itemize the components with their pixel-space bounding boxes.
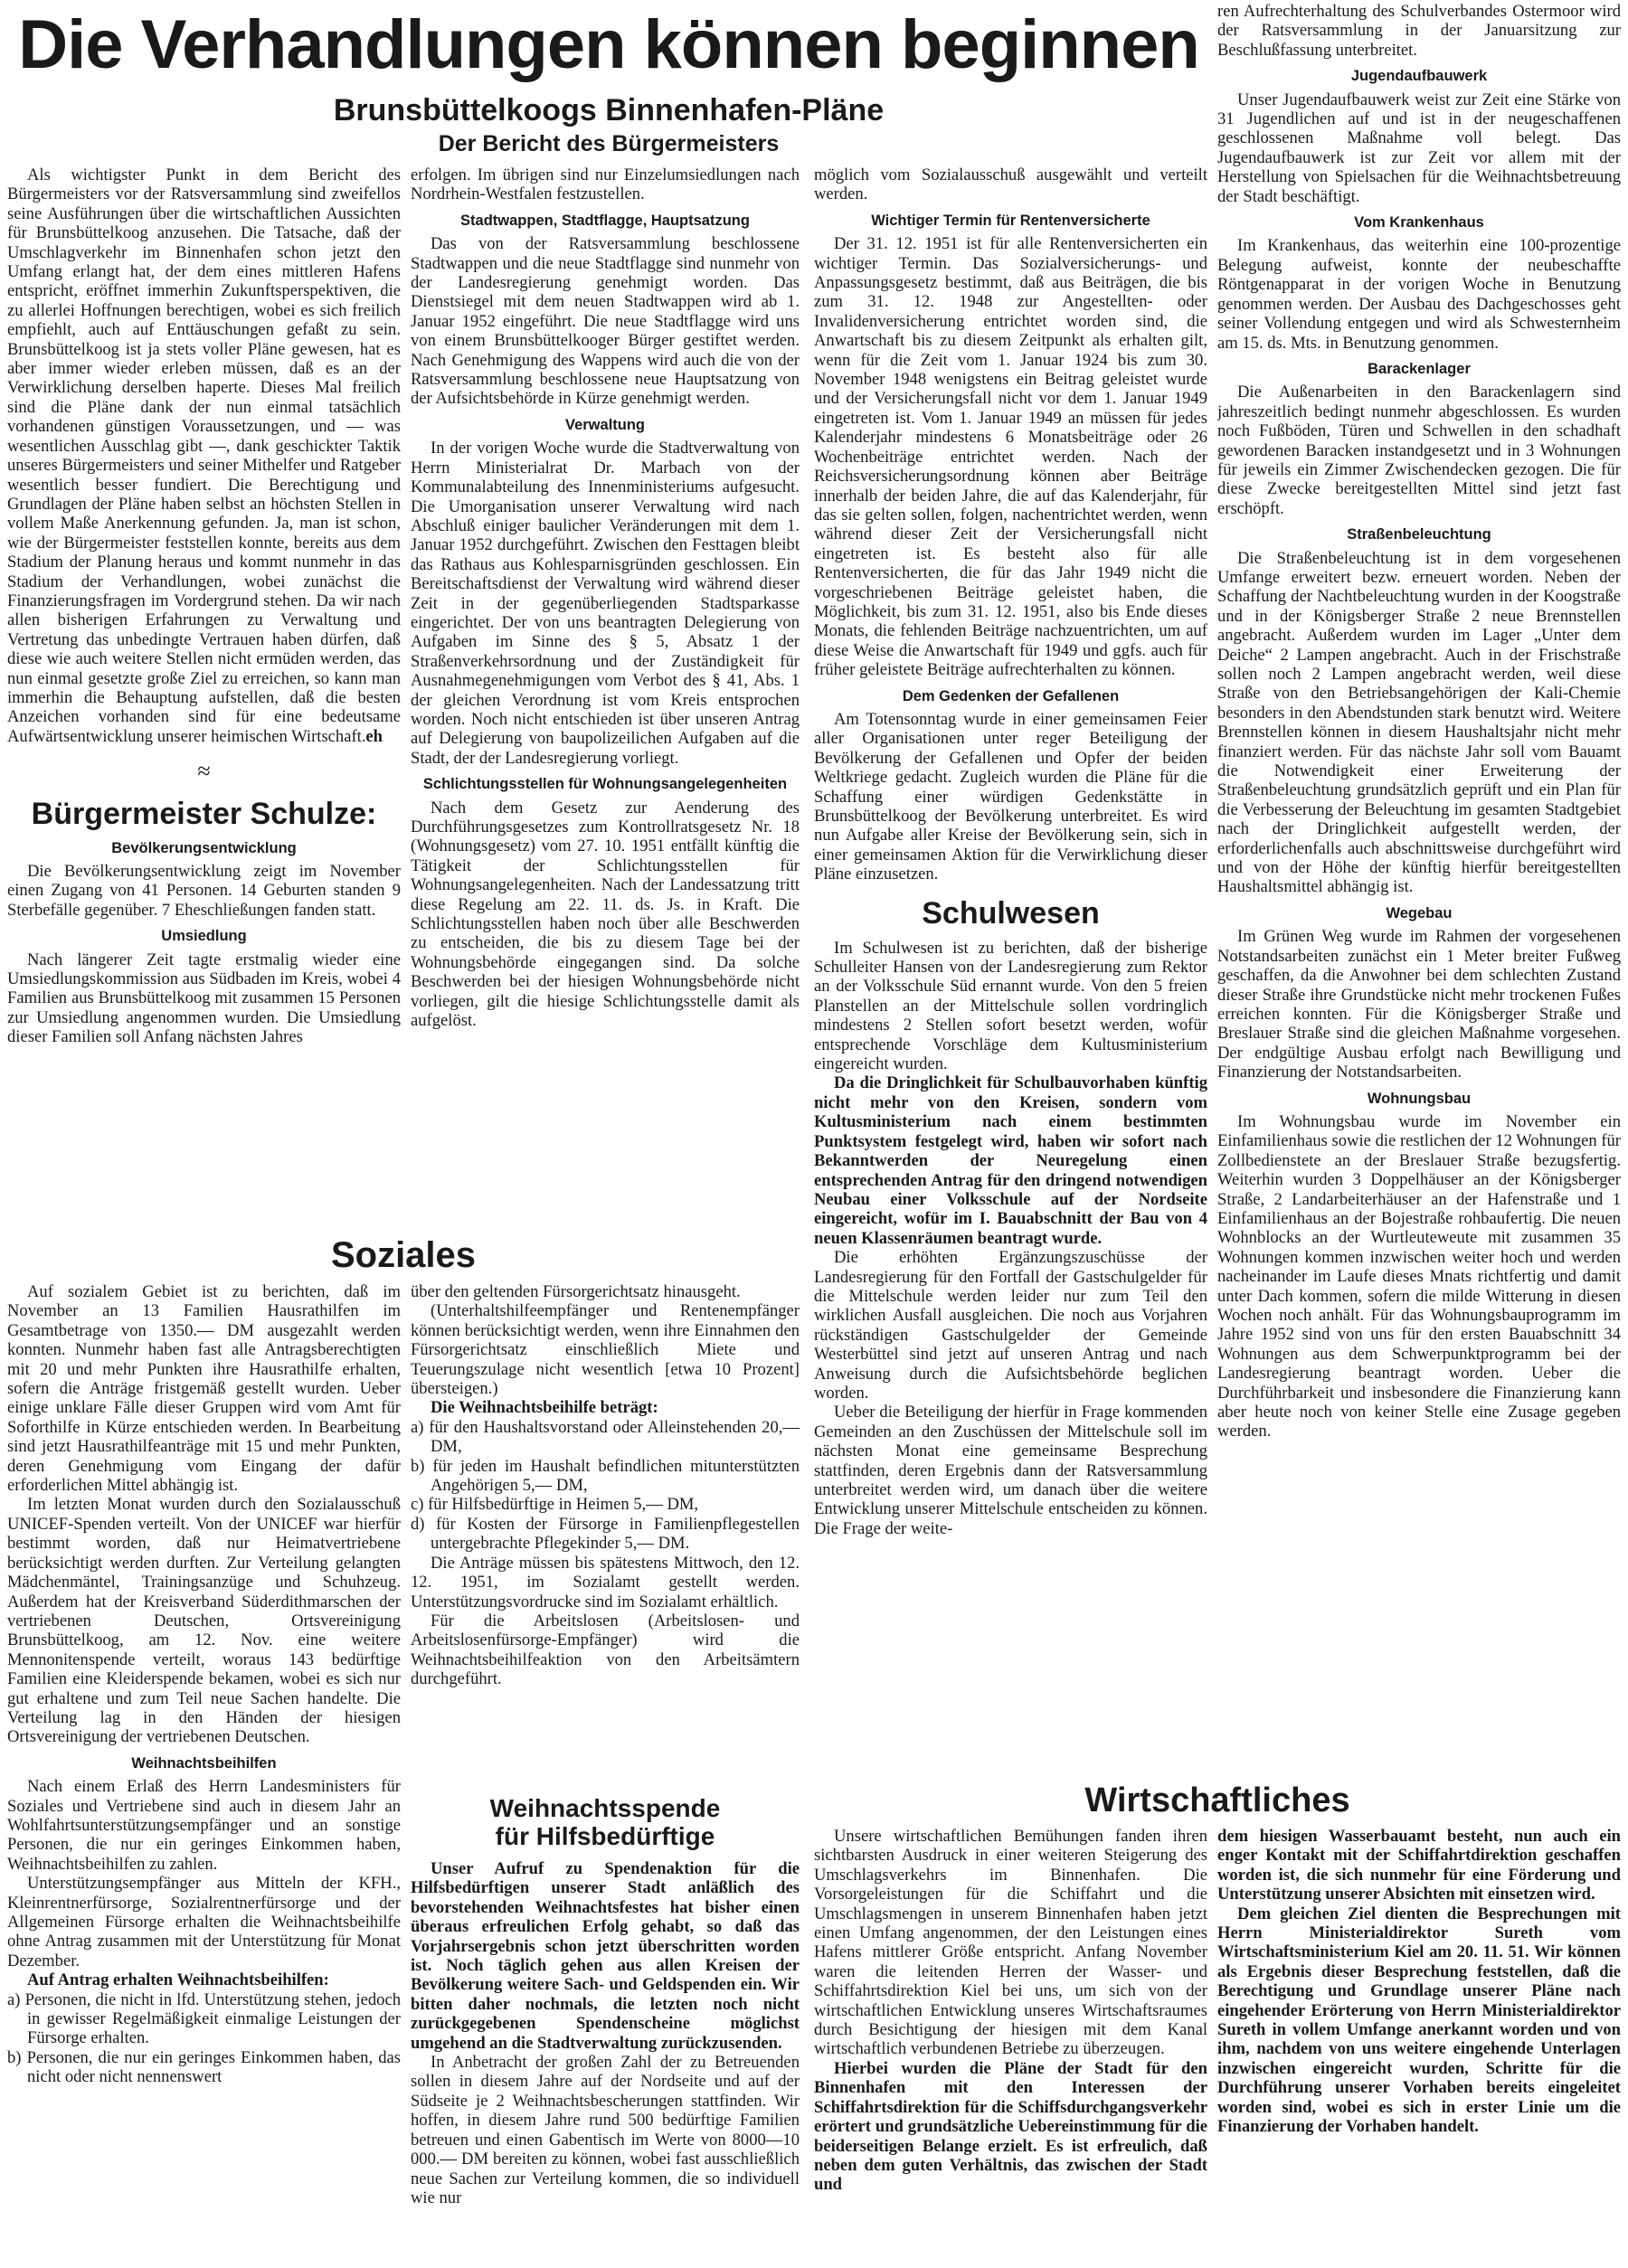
subheading: Weihnachtsbeihilfen — [131, 1754, 277, 1772]
subheading: Umsiedlung — [161, 928, 247, 945]
paragraph: Nach längerer Zeit tagte erstmalig wieder eine Umsiedlungskommission aus Südbaden im Kreis, wobei 4 Familien aus Brunsbüttelkoog mit zusammen 15 Personen zur Umsiedlung angenommen wurden. Die Umsiedlung dieser Familien soll Anfang nächsten Jahres — [7, 950, 401, 1047]
subheading: Jugendaufbauwerk — [1350, 68, 1488, 85]
paragraph: In der vorigen Woche wurde die Stadtverwaltung von Herrn Ministerialrat Dr. Marbach von der Kommunalabteilung des Innenministeriums aufgesucht. Die Umorganisation unserer Verwaltung wird nach Abschluß einiger baulicher Veränderungen mit dem 1. Januar 1952 durchgeführt. Zwischen den Festtagen bleibt das Rathaus aus Kohlesparnisgründen geschlossen. Ein Bereitschaftsdienst der Verwaltung wird während dieser Zeit in der gegenüberliegenden Stadtsparkasse eingerichtet. Der von uns beantragten Delegierung von Aufgaben im Sinne des § 5, Absatz 1 der Straßenverkehrsordnung und der Zuständigkeit für Ausnahmegenehmigungen vom Verbot des § 41, Abs. 1 der gleichen Verordnung ist vom Kreis entsprochen worden. Noch nicht entschieden ist über unseren Antrag auf Delegierung von baupolizeilichen Aufgaben auf die Stadt, der der Landesregierung vorliegt. — [411, 439, 800, 768]
list-item: a) für den Haushaltsvorstand oder Alleinstehenden 20,— DM, — [411, 1417, 800, 1457]
section-heading: Bürgermeister Schulze: — [31, 796, 377, 831]
paragraph: (Unterhaltshilfeempfänger und Rentenempfänger können berücksichtigt werden, wenn ihre Einnahmen den Fürsorgerichtsatz einschließlich Miete und Teuerungszulage nicht wesentlich [etwa 10 Prozent] übersteigen.) — [411, 1301, 800, 1399]
list-item: a) Personen, die nicht in lfd. Unterstützung stehen, jedoch in gewisser Regelmäßigkeit einmalige Leistungen der Fürsorge erhalten. — [7, 1989, 401, 2048]
wirtschaftliches-column-2 — [1217, 1827, 1621, 2268]
subheading: Wegebau — [1386, 904, 1453, 921]
subheadline: Brunsbüttelkoogs Binnenhafen-Pläne — [333, 93, 885, 128]
subheading: Wohnungsbau — [1367, 1090, 1472, 1107]
soziales-column-1 — [7, 1282, 401, 2268]
column-4-article — [1217, 2, 1621, 1771]
heading-line-2: für Hilfsbedürftige — [495, 1822, 715, 1850]
subheading: Schlichtungsstellen für Wohnungsangelegenheiten — [422, 776, 788, 793]
wirtschaftliches-column-1 — [814, 1827, 1207, 2268]
list-item: b) für jeden im Haushalt befindlichen mitunterstützten Angehörigen 5,— DM, — [411, 1456, 800, 1496]
paragraph: Die Anträge müssen bis spätestens Mittwoch, den 12. 12. 1951, im Sozialamt gestellt werden. Unterstützungsvordrucke sind im Sozialamt erhältlich. — [411, 1553, 800, 1611]
section-heading: Schulwesen — [922, 895, 1100, 931]
paragraph-continued: möglich vom Sozialausschuß ausgewählt und verteilt werden. — [814, 165, 1207, 204]
paragraph: Die Außenarbeiten in den Barackenlagern sind jahreszeitlich bedingt nunmehr abgeschlossen. Es wurden noch Fußböden, Türen und Schwellen in den schadhaft gewordenen Baracken instandgesetzt und in 3 Wohnungen für jeweils ein Zimmer Zwischendecken gezogen. Die für diese Zwecke bereitgestellten Mittel sind jetzt fast erschöpft. — [1217, 383, 1621, 518]
paragraph: Nach dem Gesetz zur Aenderung des Durchführungsgesetzes zum Kontrollratsgesetz Nr. 18 (Wohnungsgesetz) vom 27. 10. 1951 entfällt künftig die Tätigkeit der Schlichtungsstellen für Wohnungsangelegenheiten. Nach der Landessatzung tritt diese Regelung am 22. 11. ds. Js. in Kraft. Die Schlichtungsstellen haben noch über alle Beschwerden zu entscheiden, die bis zu diesem Tage bei der Wohnungsbehörde eingegangen sind. Da solche Beschwerden bei der hiesigen Wohnungsbehörde nicht vorliegen, gilt die hiesige Schlichtungsstelle damit als aufgelöst. — [411, 798, 800, 1031]
subheading: Bevölkerungsentwicklung — [111, 839, 297, 856]
bold-paragraph: Dem gleichen Ziel dienten die Besprechungen mit Herrn Ministerialdirektor Sureth vom Wirtschaftsministerium Kiel am 20. 11. 51. Wir können als Ergebnis dieser Besprechung feststellen, daß die Berechtigung und Grundlage unserer Pläne nach eingehender Erörterung von Herrn Ministerialdirektor Sureth in vollem Umfange anerkannt worden und von ihm, nachdem von uns weitere eingehende Unterlagen inzwischen eingereicht wurden, Schritte für die Durchführung unserer Vorhaben bereits eingeleitet worden sind, wobei es sich in erster Linie um die Finanzierung der Vorhaben handelt. — [1217, 1904, 1621, 2137]
headline: Die Verhandlungen können beginnen — [18, 6, 1199, 83]
paragraph: Die erhöhten Ergänzungszuschüsse der Landesregierung für den Fortfall der Gastschulgelder für die Mittelschule werden leider nur zum Teil den wirklichen Ausfall ausgleichen. Die noch aus Vorjahren rückständigen Gastschulgelder der Gemeinde Westerbüttel sind jetzt auf unseren Antrag und nach Anweisung durch die Aufsichtsbehörde beglichen worden. — [814, 1248, 1207, 1403]
paragraph: Am Totensonntag wurde in einer gemeinsamen Feier aller Organisationen unter reger Beteiligung der Bevölkerung der Gefallenen und Opfer der beiden Weltkriege gedacht. Zugleich wurden die Pläne für die Schaffung einer würdigen Gedenkstätte in Brunsbüttelkoog der Bevölkerung unterbreitet. Es wird nun Aufgabe aller Kreise der Bevölkerung sein, sich in einer gemeinsamen Aktion für die Verwirklichung dieser Pläne einzusetzen. — [814, 709, 1207, 884]
paragraph: Im Grünen Weg wurde im Rahmen der vorgesehenen Notstandsarbeiten zunächst ein 1 Meter breiter Fußweg geschaffen, da die Anwohner bei dem schlechten Zustand dieser Straße ihre Grundstücke nicht mehr trockenen Fußes erreichen konnten. Für die Königsberger Straße und Breslauer Straße sind die gleichen Maßnahme vorgesehen. Der endgültige Ausbau erfolgt nach Bewilligung und Finanzierung der Notstandsarbeiten. — [1217, 927, 1621, 1082]
list-item: b) Personen, die nur ein geringes Einkommen haben, das nicht oder nicht nennenswert — [7, 2047, 401, 2087]
paragraph: Nach einem Erlaß des Herrn Landesministers für Soziales und Vertriebene sind auch in diesem Jahr an Wohlfahrtsunterstützungsempfänger und an sonstige Personen, die nur ein geringes Einkommen haben, Weihnachtsbeihilfen zu zahlen. — [7, 1777, 401, 1874]
paragraph: Unterstützungsempfänger aus Mitteln der KFH., Kleinrentnerfürsorge, Sozialrentnerfürsorge und der Allgemeinen Fürsorge erhalten die Weihnachtsbeihilfe ohne Antrag zusammen mit der Unterstützung für Monat Dezember. — [7, 1874, 401, 1970]
paragraph: Im Wohnungsbau wurde im November ein Einfamilienhaus sowie die restlichen der 12 Wohnungen für Zollbedienstete an der Breslauer Straße bezugsfertig. Weiterhin wurden 3 Doppelhäuser an der Königsberger Straße, 2 Landarbeiterhäuser an der Hafenstraße und 1 Einfamilienhaus an der Bojestraße rohbaufertig. Die neuen Wohnblocks an der Wurtleuteweute mit zusammen 35 Wohnungen kommen inzwischen weiter hoch und werden nacheinander im Laufe dieses Mnats richtfertig und damit unter Dach kommen, sofern die milde Witterung in diesen Wochen noch anhält. Für das Wohnungsbauprogramm im Jahre 1952 sind von uns für den ersten Bauabschnitt 34 Wohnungen aus dem Schwerpunktprogramm bei der Landesregierung beantragt worden. Ueber die Durchführbarkeit und insbesondere die Finanzierung kann aber heute noch von keiner Stelle eine Zusage gegeben werden. — [1217, 1111, 1621, 1441]
subheadline-secondary: Der Bericht des Bürgermeisters — [438, 131, 780, 156]
section-heading-soziales: Soziales — [330, 1235, 477, 1275]
paragraph: Für die Arbeitslosen (Arbeitslosen- und Arbeitslosenfürsorge-Empfänger) wird die Weihnachtsbeihilfeaktion von den Arbeitsämtern durchgeführt. — [411, 1611, 800, 1689]
subheading: Vom Krankenhaus — [1354, 214, 1484, 232]
paragraph: Im Schulwesen ist zu berichten, daß der bisherige Schulleiter Hansen von der Landesregierung zum Rektor an der Volksschule Süd ernannt wurde. Von den 5 freien Planstellen an der Mittelschule sollen vordringlich mindestens 2 Stellen sofort besetzt werden, wofür entsprechende Vorschläge dem Kultusministerium eingereicht wurden. — [814, 938, 1207, 1074]
heading-line-1: Weihnachtsspende — [489, 1794, 721, 1822]
paragraph: Im letzten Monat wurden durch den Sozialausschuß UNICEF-Spenden verteilt. Von der UNICEF war hierfür bestimmt worden, daß nur Heimatvertriebene berücksichtigt werden durften. Zur Verteilung gelangten Mädchenmäntel, Trainingsanzüge und Schuhzeug. Außerdem hat der Kreisverband Süderdithmarschen der vertriebenen Deutschen, Ortsvereinigung Brunsbüttelkoog, am 12. Nov. eine weitere Mennonitenspende verteilt, woraus 143 bedürftige Familien eine Kleiderspende bekamen, wobei es sich nur gut erhaltene und zum Teil neue Sachen handelte. Die Verteilung lag in den Händen der hiesigen Ortsvereinigung der vertriebenen Deutschen. — [7, 1495, 401, 1747]
subheading: Wichtiger Termin für Rentenversicherte — [871, 212, 1150, 229]
paragraph: Ueber die Beteiligung der hierfür in Frage kommenden Gemeinden an den Zuschüssen der Mittelschule soll im nächsten Monat eine gemeinsame Besprechung stattfinden, deren Ergebnis dann der Ratsversammlung unterbreitet werden wird, um danach über die weitere Entwicklung unserer Mittelschule entscheiden zu können. Die Frage der weite- — [814, 1403, 1207, 1538]
paragraph: Auf sozialem Gebiet ist zu berichten, daß im November an 13 Familien Hausrathilfen im Gesamtbetrage von 1350.— DM ausgezahlt werden konnten. Nunmehr haben fast alle Antragsberechtigten mit 20 und mehr Punkten ihre Hausrathilfe erhalten, sofern die Anträge fristgemäß gestellt wurden. Ueber einige unklare Fälle dieser Gruppen wird vom Amt für Soforthilfe in Kürze entschieden werden. In Bearbeitung sind jetzt Hausrathilfeanträge mit 15 und mehr Punkten, deren Genehmigung vom Eingang der dafür erforderlichen Mittel abhängig ist. — [7, 1282, 401, 1496]
paragraph: Die Bevölkerungsentwicklung zeigt im November einen Zugang von 41 Personen. 14 Geburten standen 9 Sterbefälle gegenüber. 7 Eheschließungen fanden statt. — [7, 862, 401, 920]
paragraph: Das von der Ratsversammlung beschlossene Stadtwappen und die neue Stadtflagge sind nunmehr von der Landesregierung genehmigt worden. Das Dienstsiegel mit dem neuen Stadtwappen wird ab 1. Januar 1952 eingeführt. Die neue Stadtflagge wird uns von einem Brunsbüttelkooger Bürger gestiftet werden. Nach Genehmigung des Wappens wird auch die von der Ratsversammlung beschlossene neue Hauptsatzung von der Aufsichtsbehörde in Kürze genehmigt werden. — [411, 234, 800, 409]
paragraph: Die Straßenbeleuchtung ist in dem vorgesehenen Umfange erweitert bezw. erneuert worden. Neben der Schaffung der Nachtbeleuchtung wurden in der Koogstraße und in der Königsberger Straße 2 neue Brennstellen angebracht. Außerdem wurden im Lager „Unter dem Deiche“ 2 Lampen angebracht. Auch in der Frischstraße sollen noch 2 Lampen angebracht werden, weil diese Straße von den Betriebsangehörigen der Kali-Chemie besonders in den Abendstunden stark benutzt wird. Weitere Brennstellen können in diesem Haushaltsjahr nicht mehr finanziert werden. Für das nächste Jahr soll vom Bauamt die Notwendigkeit einer Erweiterung der Straßenbeleuchtung grundsätzlich geprüft und ein Plan für die Verbesserung der Beleuchtung im gesamten Stadtgebiet nach der Dringlichkeit aufgestellt werden, der erforderlichenfalls auch abschnittsweise durchgeführt wird und von der Höhe der künftig hierfür bereitgestellten Haushaltsmittel abhängig ist. — [1217, 548, 1621, 897]
paragraph: Unsere wirtschaftlichen Bemühungen fanden ihren sichtbarsten Ausdruck in einer weiteren Steigerung des Umschlagsverkehrs im Binnenhafen. Die Vorsorgeleistungen für die Schiffahrt und die Umschlagsmengen in unserem Binnenhafen haben jetzt einen Umfang angenommen, der den Leistungen eines Hafens mittlerer Größe entspricht. Anfang November waren die leitenden Herren der Wasser- und Schiffahrtsdirektion Kiel bei uns, um sich von der wirtschaftlichen Entwicklung unseres Wirtschaftsraumes durch Besichtigung der hiesigen mit dem Kanal wirtschaftlich verbundenen Betriebe zu überzeugen. — [814, 1827, 1207, 2059]
subheading: Stadtwappen, Stadtflagge, Hauptsatzung — [460, 212, 750, 229]
author-initials: eh — [365, 727, 383, 747]
column-2-article — [411, 165, 800, 1233]
paragraph-continued: über den geltenden Fürsorgerichtsatz hinausgeht. — [411, 1282, 741, 1301]
weihnachtsspende-column — [411, 1859, 800, 2268]
paragraph: Im Krankenhaus, das weiterhin eine 100-prozentige Belegung aufweist, konnte der neubeschaffte Röntgenapparat in der vorigen Woche in Benutzung genommen werden. Der Ausbau des Dachgeschosses geht seiner Vollendung entgegen und wird als Schwesternheim am 15. ds. Mts. in Benutzung genommen. — [1217, 236, 1621, 353]
soziales-column-2 — [411, 1282, 800, 1771]
paragraph: In Anbetracht der großen Zahl der zu Betreuenden sollen in diesem Jahre auf der Nordseite und auf der Südseite je 2 Weihnachtsbescherungen stattfinden. Wir hoffen, in diesem Jahre rund 500 bedürftige Familien betreuen und einen Gabentisch im Werte von 8000—10 000.— DM bereiten zu können, wobei fast ausschließlich neue Sachen zur Verteilung kommen, die so individuell wie nur — [411, 2053, 800, 2207]
column-3-article — [814, 165, 1207, 1771]
section-heading-weihnachtsspende — [411, 1794, 800, 1850]
paragraph-continued: erfolgen. Im übrigen sind nur Einzelumsiedlungen nach Nordrhein-Westfalen festzustellen. — [411, 165, 800, 204]
paragraph: Als wichtigster Punkt in dem Bericht des Bürgermeisters vor der Ratsversammlung sind zweifellos seine Ausführungen über die wirtschaftlichen Aussichten für Brunsbüttelkoog anzusehen. Die Tatsache, daß der Umschlagverkehr im Binnenhafen schon jetzt den Umfang erlangt hat, der dem eines mittleren Hafens entspricht, eröffnet immerhin Zukunftsperspektiven, die zu allerlei Hoffnungen berechtigen, wobei es sich freilich empfiehlt, auch auf Enttäuschungen gefaßt zu sein. Brunsbüttelkoog ist ja stets voller Pläne gewesen, hat es aber immer wieder erleben müssen, daß es an der Verwirklichung derselben haperte. Dieses Mal freilich sind die Pläne dank der nun einmal tatsächlich vorhandenen günstigen Voraussetzungen, und — was wesentlichen Ausschlag gibt —, dank geschickter Taktik unseres Bürgermeisters und seiner Mithelfer und Ratgeber wesentlich besser fundiert. Die Berechtigung und Grundlagen der Pläne haben selbst an höchsten Stellen in vollem Maße Anerkennung gefunden. Ja, man ist schon, wie der Bürgermeister feststellen konnte, bereits aus dem Stadium der Planung heraus und kommt nunmehr in das Stadium der Verhandlungen, wobei zunächst die Finanzierungsfragen im Vordergrund stehen. Da wir nach allen bisherigen Erfahrungen zu Verwaltung und Vertretung das unbedingte Vertrauen haben dürfen, daß diese wie auch weitere Stellen nicht ermüden werden, das nun einmal gesetzte große Ziel zu erreichen, so kann man immerhin die Behauptung aufstellen, daß die besten Anzeichen vorhanden sind für eine bedeutsame Aufwärtsentwicklung unserer heimischen Wirtschaft. — [7, 165, 401, 746]
bold-paragraph-continued: dem hiesigen Wasserbauamt besteht, nun auch ein enger Kontakt mit der Schiffahrtdirektion geschaffen worden ist, die sich nunmehr für eine Förderung und Unterstützung unserer Absichten mit einsetzen wird. — [1217, 1827, 1621, 1904]
bold-paragraph: Da die Dringlichkeit für Schulbauvorhaben künftig nicht mehr von den Kreisen, sondern vom Kultusministerium nach einem bestimmten Punktsystem festgelegt wird, haben wir sofort nach Bekanntwerden der Neuregelung einen entsprechenden Antrag für den dringend notwendigen Neubau einer Volksschule auf der Nordseite eingereicht, wofür im I. Bauabschnitt der Bau von 4 neuen Klassenräumen beantragt wurde. — [814, 1073, 1207, 1248]
subheading: Straßenbeleuchtung — [1347, 526, 1491, 543]
subheading: Barackenlager — [1368, 360, 1471, 377]
bold-paragraph: Hierbei wurden die Pläne der Stadt für den Binnenhafen mit den Interessen der Schiffahrtsdirektion für die Schiffsdurchgangsverkehr erörtert und grundsätzliche Uebereinstimmung für die beiderseitigen Belange erzielt. Es ist erfreulich, daß neben dem guten Verhältnis, das zwischen der Stadt und — [814, 2058, 1207, 2195]
bold-paragraph: Die Weihnachtsbeihilfe beträgt: — [431, 1398, 658, 1418]
bold-paragraph: Unser Aufruf zu Spendenaktion für die Hilfsbedürftigen unserer Stadt anläßlich des bevorstehenden Weihnachtsfestes hat bisher einen überaus erfreulichen Erfolg gehabt, so daß das Vorjahrsergebnis schon jetzt überschritten worden ist. Noch täglich gehen aus allen Kreisen der Bevölkerung weitere Sach- und Geldspenden ein. Wir bitten daher nochmals, die letzten noch nicht zurückgegebenen Spendenscheine möglichst umgehend an die Stadtverwaltung zurückzusenden. — [411, 1859, 800, 2053]
paragraph-continued: ren Aufrechterhaltung des Schulverbandes Ostermoor wird der Ratsversammlung in der Januarsitzung zur Beschlußfassung unterbreitet. — [1217, 2, 1621, 60]
paragraph: Unser Jugendaufbauwerk weist zur Zeit eine Stärke von 31 Jugendlichen auf und ist in der neugeschaffenen geschlossenen Maßnahme voll belegt. Das Jugendaufbauwerk ist zur Zeit vor allem mit der Herstellung von Spielsachen für die Weihnachtsbetreuung der Stadt beschäftigt. — [1217, 90, 1621, 206]
list-item: d) für Kosten der Fürsorge in Familienpflegestellen untergebrachte Pflegekinder 5,— DM. — [411, 1514, 800, 1554]
bold-paragraph: Auf Antrag erhalten Weihnachtsbeihilfen: — [27, 1970, 329, 1990]
paragraph: Der 31. 12. 1951 ist für alle Rentenversicherten ein wichtiger Termin. Das Sozialversicherungs- und Anpassungsgesetz bestimmt, daß aus Beiträgen, die bis zum 31. 12. 1948 zur Angestellten- oder Invalidenversicherung entrichtet worden sind, die Anwartschaft bis zu diesem Zeitpunkt als erhalten gilt, wenn für die Zeit vom 1. Januar 1924 bis zum 30. November 1948 wenigstens ein Beitrag geleistet wurde und der Versicherungsfall nicht vor dem 1. Januar 1949 eingetreten ist. Vom 1. Januar 1949 an müssen für jedes Kalenderjahr mindestens 6 Monatsbeiträge oder 26 Wochenbeiträge entrichtet werden. Nach der Reichsversicherungsordnung können aber Beiträge innerhalb der beiden Jahre, die auf das Kalenderjahr, für das sie gelten sollen, folgen, nachentrichtet werden, wenn während dieser Zeit der Versicherungsfall nicht eingetreten ist. Es besteht also für alle Rentenversicherten, die für das Jahr 1949 nicht die vorgeschriebenen Beiträge geleistet haben, die Möglichkeit, bis zum 31. 12. 1951, also bis Ende dieses Monats, die fehlenden Beiträge nachzuentrichten, um auf diese Weise die Anwartschaft für 1949 und ggfs. auch für früher geleistete Beiträge aufrechterhalten zu können. — [814, 234, 1207, 680]
section-heading-wirtschaftliches: Wirtschaftliches — [1084, 1781, 1350, 1819]
column-1-article — [7, 165, 401, 1231]
ornament-divider: ≈ — [197, 757, 211, 784]
subheading: Dem Gedenken der Gefallenen — [902, 687, 1120, 704]
list-item: c) für Hilfsbedürftige in Heimen 5,— DM, — [411, 1495, 699, 1515]
subheading: Verwaltung — [564, 416, 646, 433]
